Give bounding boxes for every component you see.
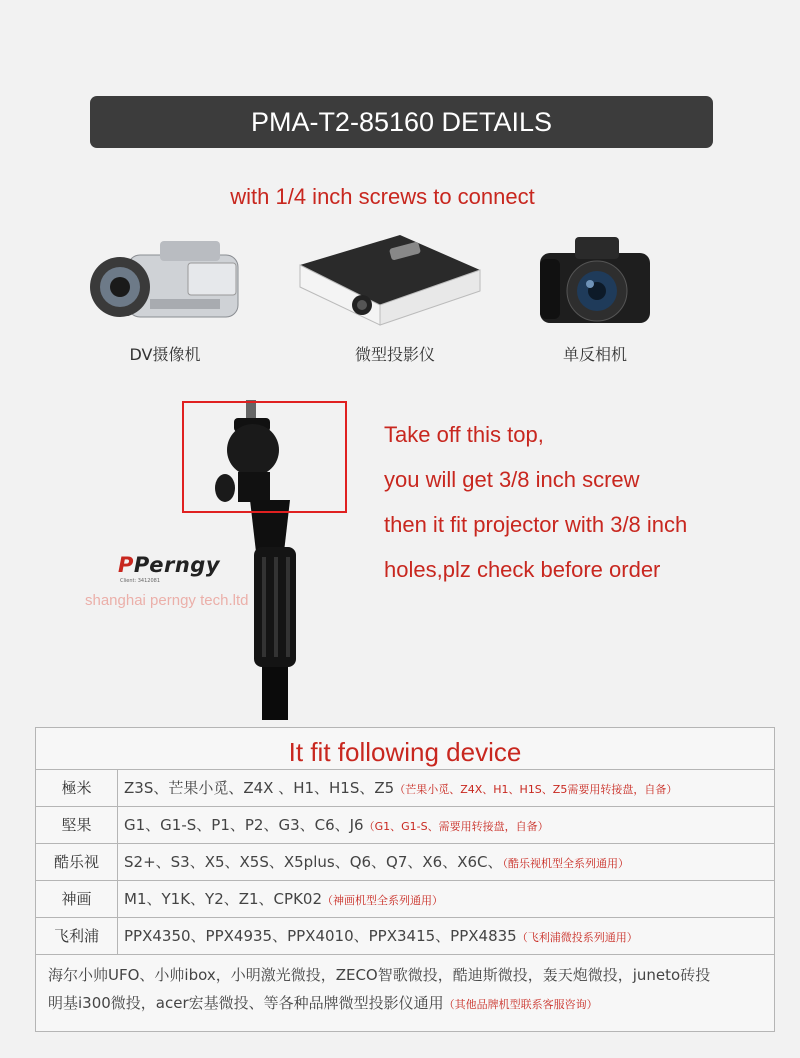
row-brand: 堅果 bbox=[36, 807, 118, 843]
note-line-4: holes,plz check before order bbox=[384, 557, 661, 582]
brand-client-id: Client: 3412081 bbox=[120, 578, 161, 584]
device-projector bbox=[290, 225, 500, 370]
camcorder-icon bbox=[60, 225, 270, 340]
row-brand: 酷乐视 bbox=[36, 844, 118, 880]
device-caption: 单反相机 bbox=[562, 345, 627, 364]
row-models: Z3S、芒果小觅、Z4X 、H1、H1S、Z5（芒果小觅、Z4X、H1、H1S、Z5需要用转接盘，自备） bbox=[124, 779, 678, 797]
table-footer bbox=[36, 955, 774, 1019]
footer-line-1: 海尔小帅UFO、小帅ibox，小明激光微投，ZECO智歌微投，酷迪斯微投，轰天炮微投，juneto砖投 bbox=[48, 966, 711, 984]
device-caption: 微型投影仪 bbox=[354, 345, 435, 364]
compatibility-table bbox=[35, 727, 775, 1032]
connect-subtitle: with 1/4 inch screws to connect bbox=[230, 184, 535, 209]
device-dslr bbox=[490, 225, 700, 370]
table-heading: It fit following device bbox=[36, 728, 774, 770]
brand-logo: PPerngy bbox=[118, 553, 221, 577]
page-title: PMA-T2-85160 DETAILS bbox=[90, 96, 713, 148]
watermark-text: shanghai perngy tech.ltd bbox=[85, 592, 249, 609]
projector-icon bbox=[290, 225, 500, 340]
note-line-1: Take off this top, bbox=[384, 422, 544, 447]
row-brand: 極米 bbox=[36, 770, 118, 806]
row-models: PPX4350、PPX4935、PPX4010、PPX3415、PPX4835（飞利浦微投系列通用） bbox=[124, 927, 638, 945]
table-row bbox=[36, 807, 774, 844]
device-caption: DV摄像机 bbox=[129, 345, 201, 364]
note-line-3: then it fit projector with 3/8 inch bbox=[384, 512, 688, 537]
table-row bbox=[36, 918, 774, 955]
footer-line-2: 明基i300微投，acer宏基微投、等各种品牌微型投影仪通用（其他品牌机型联系客服咨询） bbox=[48, 994, 598, 1012]
row-models: S2+、S3、X5、X5S、X5plus、Q6、Q7、X6、X6C、（酷乐视机型全系列通用） bbox=[124, 853, 630, 871]
device-camcorder bbox=[60, 225, 270, 370]
row-models: M1、Y1K、Y2、Z1、CPK02（神画机型全系列通用） bbox=[124, 890, 443, 908]
row-brand: 神画 bbox=[36, 881, 118, 917]
table-row bbox=[36, 844, 774, 881]
row-brand: 飞利浦 bbox=[36, 918, 118, 954]
dslr-camera-icon bbox=[490, 225, 700, 340]
table-row bbox=[36, 881, 774, 918]
note-line-2: you will get 3/8 inch screw bbox=[384, 467, 640, 492]
table-row bbox=[36, 770, 774, 807]
row-models: G1、G1-S、P1、P2、G3、C6、J6（G1、G1-S、需要用转接盘，自备） bbox=[124, 816, 549, 834]
